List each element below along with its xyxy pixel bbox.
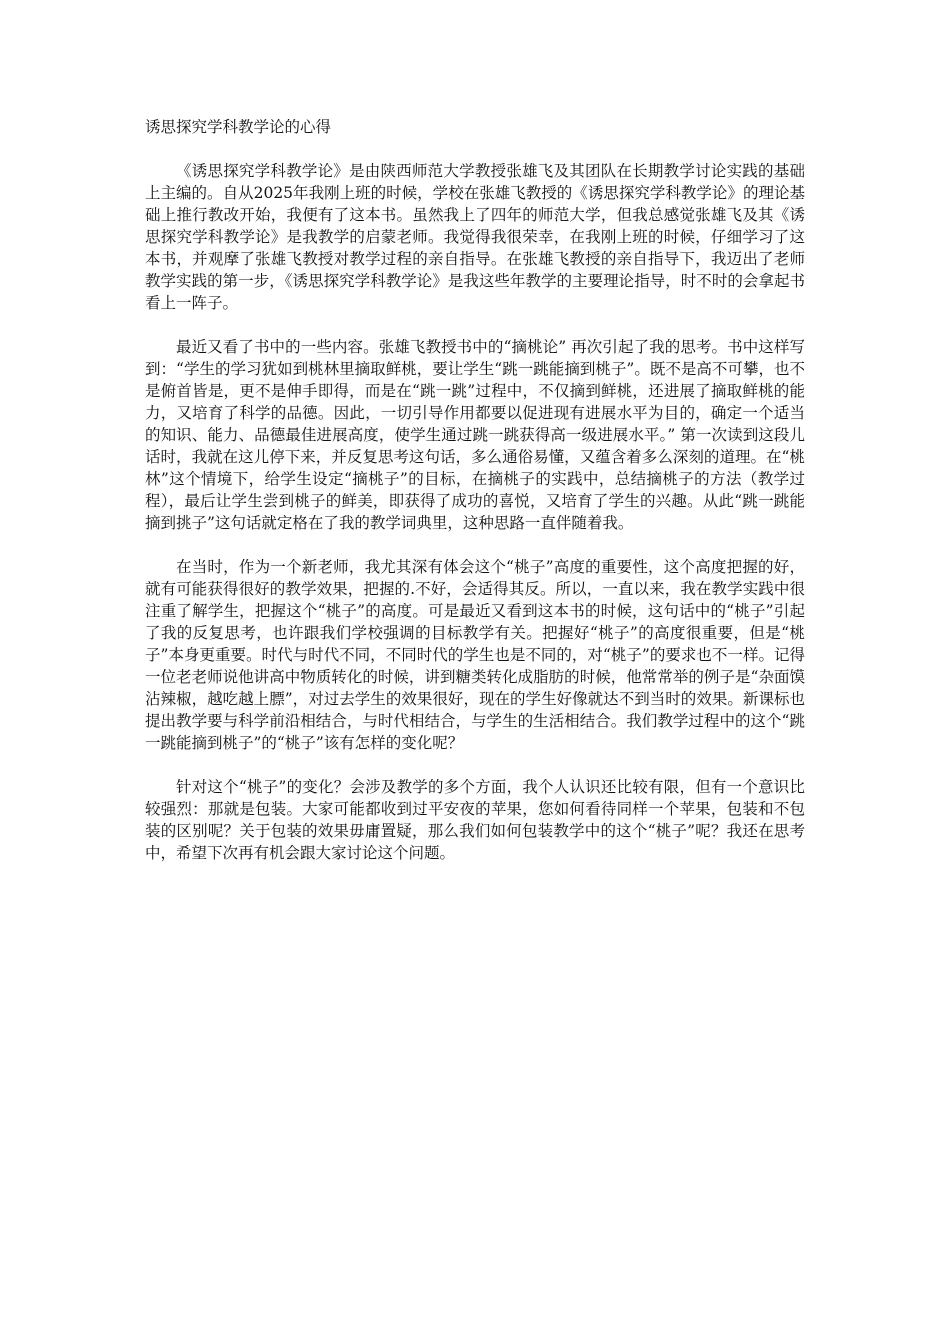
document-title: 诱思探究学科教学论的心得 bbox=[145, 118, 332, 136]
paragraph-3: 在当时，作为一个新老师，我尤其深有体会这个“桃子”高度的重要性，这个高度把握的好，就有可能获得很好的教学效果，把握的.不好，会适得其反。所以，一直以来，我在教学实践中很注重了解学生，把握这个“桃子”的高度。可是最近又看到这本书的时候，这句话中的“桃子”引起了我的反复思考，也许跟我们学校强调的目标教学有关。把握好“桃子”的高度很重要，但是“桃子”本身更重要。时代与时代不同，不同时代的学生也是不同的，对“桃子”的要求也不一样。记得一位老老师说他讲高中物质转化的时候，讲到糖类转化成脂肪的时候，他常常举的例子是“杂面馍沾辣椒，越吃越上膘”，对过去学生的效果很好，现在的学生好像就达不到当时的效果。新课标也提出教学要与科学前沿相结合，与时代相结合，与学生的生活相结合。我们教学过程中的这个“跳一跳能摘到桃子”的“桃子”该有怎样的变化呢？ bbox=[145, 558, 805, 752]
paragraph-2: 最近又看了书中的一些内容。张雄飞教授书中的“摘桃论” 再次引起了我的思考。书中这样写到：“学生的学习犹如到桃林里摘取鲜桃，要让学生“跳一跳能摘到桃子”。既不是高不可攀，也不是俯首皆是，更不是伸手即得，而是在“跳一跳”过程中，不仅摘到鲜桃，还进展了摘取鲜桃的能力，又培育了科学的品德。因此，一切引导作用都要以促进现有进展水平为目的，确定一个适当的知识、能力、品德最佳进展高度，使学生通过跳一跳获得高一级进展水平。” 第一次读到这段儿话时，我就在这儿停下来，并反复思考这句话，多么通俗易懂，又蕴含着多么深刻的道理。在“桃林”这个情境下，给学生设定“摘桃子”的目标，在摘桃子的实践中，总结摘桃子的方法（教学过程），最后让学生尝到桃子的鲜美，即获得了成功的喜悦，又培育了学生的兴趣。从此“跳一跳能摘到挑子”这句话就定格在了我的教学词典里，这种思路一直伴随着我。 bbox=[145, 338, 805, 532]
paragraph-4: 针对这个“桃子”的变化？会涉及教学的多个方面，我个人认识还比较有限，但有一个意识比较强烈：那就是包装。大家可能都收到过平安夜的苹果，您如何看待同样一个苹果，包装和不包装的区别呢？关于包装的效果毋庸置疑，那么我们如何包装教学中的这个“桃子”呢？我还在思考中，希望下次再有机会跟大家讨论这个问题。 bbox=[145, 778, 805, 862]
document-page bbox=[145, 116, 805, 886]
paragraph-1: 《诱思探究学科教学论》是由陕西师范大学教授张雄飞及其团队在长期教学讨论实践的基础上主编的。自从2025年我刚上班的时候，学校在张雄飞教授的《诱思探究学科教学论》的理论基础上推行教改开始，我便有了这本书。虽然我上了四年的师范大学，但我总感觉张雄飞及其《诱思探究学科教学论》是我教学的启蒙老师。我觉得我很荣幸，在我刚上班的时候，仔细学习了这本书，并观摩了张雄飞教授对教学过程的亲自指导。在张雄飞教授的亲自指导下，我迈出了老师教学实践的第一步，《诱思探究学科教学论》是我这些年教学的主要理论指导，时不时的会拿起书看上一阵子。 bbox=[145, 162, 805, 312]
